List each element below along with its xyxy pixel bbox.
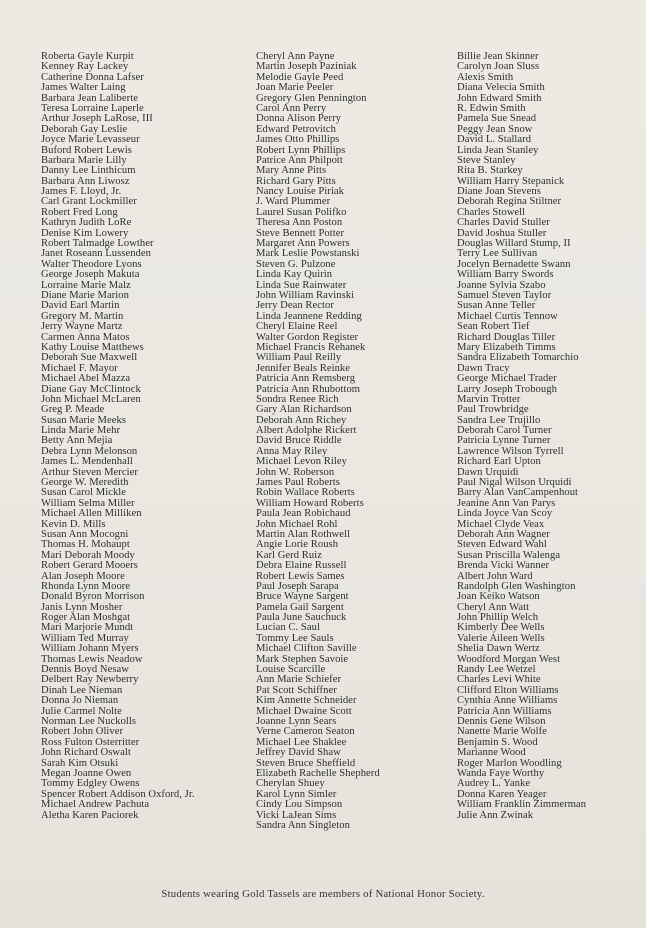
- graduate-name: Gregory Glen Pennington: [256, 92, 367, 104]
- graduate-name: Laurel Susan Polifko: [256, 206, 347, 218]
- graduate-name: Julie Ann Zwinak: [457, 809, 534, 821]
- graduate-name: Susan Marie Meeks: [41, 414, 126, 426]
- graduate-name: William Harry Stepanick: [457, 175, 565, 187]
- graduate-name: Steven Bruce Sheffield: [256, 757, 356, 769]
- graduate-name: Donna Karen Yeager: [457, 788, 547, 800]
- graduate-name: Lucian C. Saul: [256, 622, 320, 634]
- graduate-name: John Michael McLaren: [41, 393, 141, 405]
- graduate-name: Julie Carmel Nolte: [41, 705, 122, 717]
- graduate-name: Karl Gerd Ruiz: [256, 549, 323, 561]
- name-column-1: [41, 52, 195, 821]
- graduate-name: Megan Joanne Owen: [41, 767, 132, 779]
- graduate-name: George W. Meredith: [41, 477, 129, 489]
- graduate-name: Wanda Faye Worthy: [457, 767, 545, 779]
- graduate-name: Anna May Riley: [256, 445, 328, 457]
- graduate-name: Cynthia Anne Williams: [457, 695, 558, 707]
- graduate-name: Robert Lynn Phillips: [256, 144, 346, 156]
- graduate-name: Jocelyn Bernadette Swann: [457, 258, 571, 270]
- graduate-name: Albert John Ward: [457, 570, 533, 582]
- graduate-name: J. Ward Plummer: [256, 196, 331, 208]
- graduate-name: Linda Kay Quirin: [256, 269, 333, 281]
- graduate-name: Shelia Dawn Wertz: [457, 643, 540, 655]
- graduate-name: Audrey L. Yanke: [457, 778, 531, 790]
- graduate-name: Catherine Donna Lafser: [41, 71, 144, 83]
- graduate-name: Mari Marjorie Mundt: [41, 622, 134, 634]
- graduate-name: Jennifer Beals Reinke: [256, 362, 351, 374]
- graduate-name: Randolph Glen Washington: [457, 580, 576, 592]
- graduate-name: Steven Edward Wahl: [457, 539, 547, 551]
- graduate-name: Karol Lynn Simler: [256, 788, 337, 800]
- graduate-name: Steve Bennett Potter: [256, 227, 345, 239]
- graduate-name: Charles David Stuller: [457, 217, 550, 229]
- graduate-name: Buford Robert Lewis: [41, 144, 132, 156]
- graduate-name: Billie Jean Skinner: [457, 51, 539, 62]
- graduate-name: Diana Velecia Smith: [457, 82, 545, 94]
- graduate-name: Mark Stephen Savoie: [256, 653, 349, 665]
- graduate-name: Mary Anne Pitts: [256, 165, 327, 177]
- graduate-name: Louise Scarcille: [256, 664, 326, 676]
- graduate-name: Benjamin S. Wood: [457, 736, 538, 748]
- graduate-name: Teresa Lorraine Laperle: [41, 102, 144, 114]
- graduate-name: Kathryn Judith LoRe: [41, 217, 132, 229]
- graduate-name: Barbara Marie Lilly: [41, 154, 127, 166]
- graduate-name: Joan Marie Peeler: [256, 82, 334, 94]
- graduate-name: Carol Ann Perry: [256, 102, 327, 114]
- graduate-name: Linda Marie Mehr: [41, 425, 121, 437]
- graduate-name: Janis Lynn Mosher: [41, 601, 123, 613]
- graduate-name: Jeffrey David Shaw: [256, 747, 341, 759]
- graduate-name: Susan Priscilla Walenga: [457, 549, 561, 561]
- graduate-name: Lorraine Marie Malz: [41, 279, 131, 291]
- graduate-name: Margaret Ann Powers: [256, 238, 350, 250]
- graduate-name: Norman Lee Nuckolls: [41, 716, 137, 727]
- graduate-name: Tommy Lee Sauls: [256, 632, 334, 644]
- graduate-name: Alexis Smith: [457, 71, 514, 83]
- graduate-name: Patricia Ann Rhubottom: [256, 383, 361, 395]
- graduate-name: Alan Joseph Moore: [41, 570, 125, 582]
- graduate-name: James L. Mendenhall: [41, 456, 133, 468]
- graduate-name: Paula June Sauchuck: [256, 612, 347, 624]
- graduate-name: Theresa Ann Poston: [256, 217, 343, 229]
- graduate-name: Donna Alison Perry: [256, 113, 342, 125]
- graduate-name: Michael Clyde Veax: [457, 518, 545, 530]
- graduate-name: Cindy Lou Simpson: [256, 799, 343, 811]
- graduate-name: Donna Jo Nieman: [41, 695, 119, 707]
- graduate-name: Walter Theodore Lyons: [41, 258, 142, 270]
- graduate-name: Jerry Wayne Martz: [41, 321, 123, 333]
- graduate-name: Joyce Marie Levasseur: [41, 134, 140, 146]
- graduate-name: Elizabeth Rachelle Shepherd: [256, 767, 380, 779]
- graduate-name: Nancy Louise Piriak: [256, 186, 345, 198]
- graduate-name: Roger Alan Moshgat: [41, 612, 131, 624]
- graduate-name: Debra Lynn Melonson: [41, 445, 138, 457]
- graduate-name: Jerry Dean Rector: [256, 300, 334, 312]
- graduate-name: Michael Francis Rehanek: [256, 341, 366, 353]
- graduate-name: George Joseph Makuta: [41, 269, 140, 281]
- graduate-name: Walter Gordon Register: [256, 331, 359, 343]
- graduate-name: David Bruce Riddle: [256, 435, 342, 447]
- graduate-name: Richard Gary Pitts: [256, 175, 336, 187]
- graduate-name: Debra Elaine Russell: [256, 560, 347, 572]
- graduate-name: Barbara Jean Laliberte: [41, 92, 138, 104]
- graduate-name: Valerie Aileen Wells: [457, 632, 545, 644]
- graduate-name: James F. Lloyd, Jr.: [41, 186, 122, 198]
- graduate-name: Pat Scott Schiffner: [256, 684, 337, 696]
- graduate-name: Samuel Steven Taylor: [457, 289, 552, 301]
- graduate-name: Tommy Edgley Owens: [41, 778, 140, 790]
- graduate-name: Deborah Gay Leslie: [41, 123, 128, 135]
- graduate-name: Joanne Sylvia Szabo: [457, 279, 546, 291]
- graduate-name: Peggy Jean Snow: [457, 123, 533, 135]
- graduate-name: Donald Byron Morrison: [41, 591, 145, 603]
- graduate-name: R. Edwin Smith: [457, 102, 526, 114]
- graduate-name: Marvin Trotter: [457, 393, 521, 405]
- graduate-name: Diane Marie Marion: [41, 289, 129, 301]
- graduate-name: James Paul Roberts: [256, 477, 340, 489]
- graduate-name: Paul Joseph Sarapa: [256, 580, 339, 592]
- graduate-name: Pamela Gail Sargent: [256, 601, 344, 613]
- graduate-name: Michael Dwaine Scott: [256, 705, 352, 717]
- graduate-name: Roberta Gayle Kurpit: [41, 51, 134, 62]
- graduate-name: Delbert Ray Newberry: [41, 674, 139, 686]
- graduate-name: David L. Stallard: [457, 134, 532, 146]
- graduate-name: Nanette Marie Wolfe: [457, 726, 547, 738]
- graduate-name: Richard Earl Upton: [457, 456, 541, 468]
- graduate-name: John Michael Rohl: [256, 518, 338, 530]
- graduate-name: Deborah Ann Richey: [256, 414, 347, 426]
- graduate-name: Robin Wallace Roberts: [256, 487, 355, 499]
- graduate-name: Janet Roseann Lussenden: [41, 248, 152, 260]
- graduate-name: Diane Gay McClintock: [41, 383, 141, 395]
- graduate-name: Sondra Renee Rich: [256, 393, 339, 405]
- graduate-name: Michael Lee Shaklee: [256, 736, 347, 748]
- graduate-name: Jeanine Ann Van Parys: [457, 497, 556, 509]
- graduate-name: Patrice Ann Philpott: [256, 154, 343, 166]
- graduate-name: Robert Fred Long: [41, 206, 118, 218]
- graduate-name: Ross Fulton Osterritter: [41, 736, 140, 748]
- graduate-name: Steven G. Pulzone: [256, 258, 336, 270]
- graduate-name: William Selma Miller: [41, 497, 135, 509]
- graduate-name: Michael Abel Mazza: [41, 373, 131, 385]
- honor-society-note: Students wearing Gold Tassels are members of National Honor Society.: [161, 888, 485, 900]
- graduate-name: John W. Roberson: [256, 466, 335, 478]
- name-column-3: [457, 52, 586, 821]
- graduate-name: Richard Douglas Tiller: [457, 331, 556, 343]
- graduate-name: Mark Leslie Powstanski: [256, 248, 360, 260]
- graduate-name: Kenney Ray Lackey: [41, 61, 129, 73]
- graduate-name: Deborah Ann Wagner: [457, 528, 550, 540]
- graduate-name: James Walter Laing: [41, 82, 126, 94]
- graduate-name: Linda Jean Stanley: [457, 144, 539, 156]
- graduate-name: Kevin D. Mills: [41, 518, 106, 530]
- graduate-name: Cherylan Shuey: [256, 778, 325, 790]
- graduate-name: Gary Alan Richardson: [256, 404, 352, 416]
- graduate-name: Robert Gerard Mooers: [41, 560, 138, 572]
- graduate-name: Steve Stanley: [457, 154, 516, 166]
- graduate-name: Brenda Vicki Wanner: [457, 560, 550, 572]
- graduate-name: Michael Allen Milliken: [41, 508, 142, 520]
- graduate-name: Susan Carol Mickle: [41, 487, 127, 499]
- graduate-name: Dennis Boyd Nesaw: [41, 664, 129, 676]
- graduate-name: Linda Joyce Van Scoy: [457, 508, 553, 520]
- graduate-name: Dawn Urquidi: [457, 466, 519, 478]
- graduate-name: Michael Andrew Pachuta: [41, 799, 150, 811]
- graduate-name: Linda Jeannene Redding: [256, 310, 362, 322]
- graduate-name: Rita B. Starkey: [457, 165, 523, 177]
- graduate-name: Cheryl Ann Payne: [256, 51, 335, 62]
- graduate-name: Kim Annette Schneider: [256, 695, 357, 707]
- graduate-name: Thomas Lewis Neadow: [41, 653, 143, 665]
- graduate-name: Verne Cameron Seaton: [256, 726, 355, 738]
- graduate-name: Deborah Sue Maxwell: [41, 352, 138, 364]
- graduate-name: Melodie Gayle Peed: [256, 71, 344, 83]
- graduate-name: Cheryl Ann Watt: [457, 601, 530, 613]
- graduate-name: Bruce Wayne Sargent: [256, 591, 349, 603]
- graduate-name: Dennis Gene Wilson: [457, 716, 546, 727]
- graduate-name: Diane Joan Stevens: [457, 186, 541, 198]
- graduate-name: Kathy Louise Matthews: [41, 341, 144, 353]
- graduate-name: Paul Nigal Wilson Urquidi: [457, 477, 572, 489]
- graduate-name: Patricia Ann Remsberg: [256, 373, 356, 385]
- graduate-name: Vicki LaJean Sims: [256, 809, 337, 821]
- graduate-name: Randy Lee Wetzel: [457, 664, 536, 676]
- graduate-name: Lawrence Wilson Tyrrell: [457, 445, 564, 457]
- graduate-name: Carl Grant Lockmiller: [41, 196, 137, 208]
- graduate-name: Charles Stowell: [457, 206, 526, 218]
- graduate-name: Mari Deborah Moody: [41, 549, 135, 561]
- graduate-name: Sandra Lee Trujillo: [457, 414, 541, 426]
- graduate-name: Mary Elizabeth Timms: [457, 341, 556, 353]
- graduate-name: Susan Ann Mocogni: [41, 528, 129, 540]
- graduate-name: William Ted Murray: [41, 632, 129, 644]
- graduate-name: Sandra Elizabeth Tomarchio: [457, 352, 579, 364]
- graduate-name: Gregory M. Martin: [41, 310, 124, 322]
- graduate-name: Robert John Oliver: [41, 726, 124, 738]
- graduate-name: Paul Trowbridge: [457, 404, 529, 416]
- graduate-name: Aletha Karen Paciorek: [41, 809, 139, 821]
- graduate-name: John William Ravinski: [256, 289, 355, 301]
- graduate-name: Martin Alan Rothwell: [256, 528, 350, 540]
- graduate-name: Michael F. Mayor: [41, 362, 118, 374]
- graduate-name: Angie Lorie Roush: [256, 539, 339, 551]
- graduate-name: Michael Levon Riley: [256, 456, 347, 468]
- graduate-name: Sandra Ann Singleton: [256, 819, 350, 831]
- graduate-name: George Michael Trader: [457, 373, 557, 385]
- graduate-name: Douglas Willard Stump, II: [457, 238, 571, 250]
- graduate-name: Greg P. Meade: [41, 404, 105, 416]
- graduate-name: Ann Marie Schiefer: [256, 674, 342, 686]
- graduate-name: Patricia Lynne Turner: [457, 435, 551, 447]
- graduate-name: Cheryl Elaine Reel: [256, 321, 338, 333]
- graduate-name: Marianne Wood: [457, 747, 526, 759]
- graduate-name: Danny Lee Linthicum: [41, 165, 136, 177]
- graduate-name: Robert Talmadge Lowther: [41, 238, 154, 250]
- graduate-name: Patricia Ann Williams: [457, 705, 552, 717]
- graduate-name: Sean Robert Tief: [457, 321, 530, 333]
- graduate-name: Deborah Carol Turner: [457, 425, 552, 437]
- graduate-name: John Edward Smith: [457, 92, 542, 104]
- graduate-name: Martin Joseph Paziniak: [256, 61, 357, 73]
- graduate-name: Michael Curtis Tennow: [457, 310, 558, 322]
- graduate-name: Joan Keiko Watson: [457, 591, 540, 603]
- graduate-name: Linda Sue Rainwater: [256, 279, 347, 291]
- graduate-name: Carmen Anna Matos: [41, 331, 130, 343]
- name-column-2: [256, 52, 380, 831]
- graduate-name: Joanne Lynn Sears: [256, 716, 337, 727]
- graduate-name: Thomas H. Mohaupt: [41, 539, 130, 551]
- graduate-name: Robert Lewis Sames: [256, 570, 345, 582]
- graduate-name: Barry Alan VanCampenhout: [457, 487, 579, 499]
- graduate-name: Paula Jean Robichaud: [256, 508, 351, 520]
- graduate-name: Rhonda Lynn Moore: [41, 580, 131, 592]
- graduate-name: Terry Lee Sullivan: [457, 248, 538, 260]
- graduate-name: William Franklin Zimmerman: [457, 799, 587, 811]
- graduate-name: William Howard Roberts: [256, 497, 364, 509]
- graduate-name: Pamela Sue Snead: [457, 113, 537, 125]
- graduate-name: Dawn Tracy: [457, 362, 510, 374]
- graduate-name: Michael Clifton Saville: [256, 643, 357, 655]
- graduate-name: Edward Petrovitch: [256, 123, 336, 135]
- graduate-name: Larry Joseph Trobough: [457, 383, 557, 395]
- graduate-name: Arthur Joseph LaRose, III: [41, 113, 153, 125]
- graduate-name: James Otto Phillips: [256, 134, 340, 146]
- graduate-name: David Earl Martin: [41, 300, 120, 312]
- graduate-name: Kimberly Dee Wells: [457, 622, 545, 634]
- graduate-name: David Joshua Stuller: [457, 227, 547, 239]
- graduate-name: Carolyn Joan Sluss: [457, 61, 540, 73]
- graduate-name: John Phillip Welch: [457, 612, 539, 624]
- graduate-name: Clifford Elton Williams: [457, 684, 559, 696]
- graduate-name: Barbara Ann Liwosz: [41, 175, 130, 187]
- graduate-name: Betty Ann Mejia: [41, 435, 113, 447]
- graduate-name: Deborah Regina Stiltner: [457, 196, 562, 208]
- graduate-name: William Paul Reilly: [256, 352, 342, 364]
- graduate-name: William Johann Myers: [41, 643, 139, 655]
- graduate-name: Sarah Kim Otsuki: [41, 757, 119, 769]
- graduate-name: Denise Kim Lowery: [41, 227, 129, 239]
- graduate-name: Dinah Lee Nieman: [41, 684, 123, 696]
- graduate-name: John Richard Oswalt: [41, 747, 131, 759]
- graduate-name: Susan Anne Teller: [457, 300, 536, 312]
- graduate-name: Arthur Steven Mercier: [41, 466, 138, 478]
- graduate-name: Albert Adolphe Rickert: [256, 425, 357, 437]
- graduate-name: Spencer Robert Addison Oxford, Jr.: [41, 788, 195, 800]
- graduate-name: William Barry Swords: [457, 269, 554, 281]
- graduate-name: Roger Marlon Woodling: [457, 757, 562, 769]
- graduate-name: Woodford Morgan West: [457, 653, 561, 665]
- graduate-name: Charles Levi White: [457, 674, 541, 686]
